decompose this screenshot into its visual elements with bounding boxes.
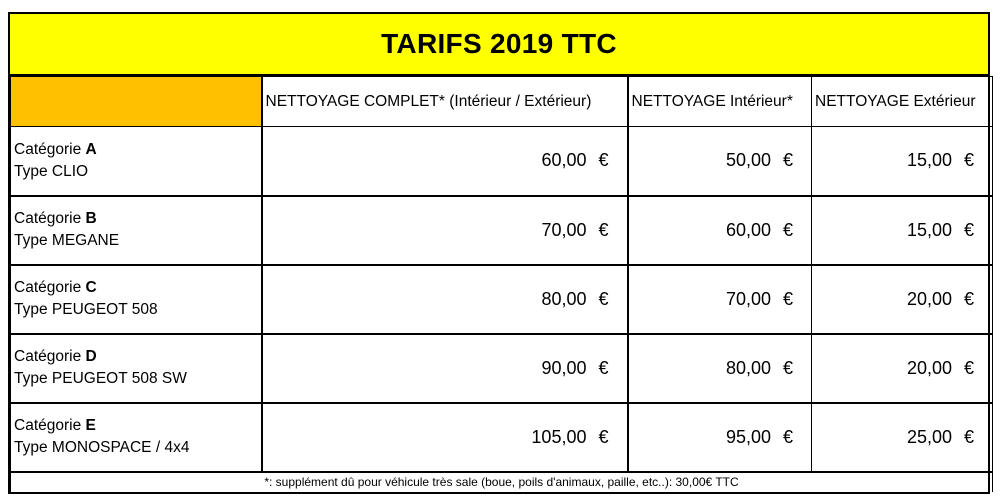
currency-symbol: € <box>598 219 609 240</box>
price-exterieur <box>812 334 993 403</box>
category-letter: D <box>85 348 97 365</box>
price-amount: 60,00 <box>725 219 771 240</box>
category-cell <box>11 265 262 334</box>
category-prefix: Catégorie <box>14 348 86 365</box>
price-interieur <box>628 196 812 265</box>
table-row <box>11 127 993 196</box>
price-amount: 20,00 <box>906 357 952 378</box>
currency-symbol: € <box>598 426 609 447</box>
table-row <box>11 403 993 472</box>
category-letter: B <box>85 210 97 227</box>
category-label <box>14 346 261 368</box>
price-amount: 70,00 <box>725 288 771 309</box>
price-complet <box>262 403 628 472</box>
category-prefix: Catégorie <box>14 417 86 434</box>
price-amount: 25,00 <box>906 426 952 447</box>
price-complet <box>262 127 628 196</box>
price-amount: 105,00 <box>531 426 587 447</box>
price-exterieur <box>812 265 993 334</box>
currency-symbol: € <box>782 150 793 171</box>
vehicle-type: Type CLIO <box>14 162 89 180</box>
category-letter: A <box>85 140 97 158</box>
category-letter: E <box>85 417 96 434</box>
price-amount: 15,00 <box>906 219 952 240</box>
currency-symbol: € <box>963 150 974 171</box>
price-amount: 80,00 <box>541 288 587 309</box>
category-prefix: Catégorie <box>14 140 86 158</box>
currency-symbol: € <box>782 219 793 240</box>
price-amount: 90,00 <box>541 357 587 378</box>
vehicle-type: Type PEUGEOT 508 SW <box>14 370 187 387</box>
price-amount: 95,00 <box>725 426 771 447</box>
footnote: *: supplément dû pour véhicule très sale (boue, poils d'animaux, paille, etc..): 30,00€ TTC <box>11 472 993 492</box>
currency-symbol: € <box>782 426 793 447</box>
vehicle-type: Type MEGANE <box>14 232 120 249</box>
price-amount: 60,00 <box>541 150 587 171</box>
price-complet <box>262 196 628 265</box>
tariff-sheet <box>8 12 990 494</box>
currency-symbol: € <box>963 219 974 240</box>
category-prefix: Catégorie <box>14 210 86 227</box>
currency-symbol: € <box>598 357 609 378</box>
tariff-table <box>10 76 993 492</box>
price-exterieur <box>812 403 993 472</box>
category-label <box>14 208 261 230</box>
currency-symbol: € <box>598 288 609 309</box>
header-nettoyage-interieur: NETTOYAGE Intérieur* <box>628 77 812 127</box>
price-interieur <box>628 334 812 403</box>
currency-symbol: € <box>782 357 793 378</box>
price-complet <box>262 334 628 403</box>
header-nettoyage-complet: NETTOYAGE COMPLET* (Intérieur / Extérieur) <box>262 77 628 127</box>
currency-symbol: € <box>598 150 609 171</box>
price-interieur <box>628 127 812 196</box>
vehicle-type: Type MONOSPACE / 4x4 <box>14 439 190 456</box>
price-amount: 70,00 <box>541 219 587 240</box>
price-interieur <box>628 403 812 472</box>
currency-symbol: € <box>963 288 974 309</box>
header-row <box>11 77 993 127</box>
price-exterieur <box>812 127 993 196</box>
header-nettoyage-exterieur: NETTOYAGE Extérieur <box>812 77 993 127</box>
currency-symbol: € <box>963 426 974 447</box>
category-cell <box>11 127 262 196</box>
currency-symbol: € <box>963 357 974 378</box>
table-row <box>11 196 993 265</box>
price-complet <box>262 265 628 334</box>
category-letter: C <box>85 279 97 296</box>
category-cell <box>11 196 262 265</box>
price-amount: 20,00 <box>906 288 952 309</box>
category-label <box>14 277 261 299</box>
header-corner-cell <box>11 77 262 127</box>
currency-symbol: € <box>782 288 793 309</box>
price-amount: 50,00 <box>725 150 771 171</box>
page-title: TARIFS 2019 TTC <box>10 14 988 76</box>
category-prefix: Catégorie <box>14 279 86 296</box>
category-label <box>14 139 261 161</box>
price-interieur <box>628 265 812 334</box>
table-row <box>11 334 993 403</box>
price-amount: 80,00 <box>725 357 771 378</box>
table-row <box>11 265 993 334</box>
price-exterieur <box>812 196 993 265</box>
footnote-row <box>11 472 993 492</box>
category-cell <box>11 403 262 472</box>
vehicle-type: Type PEUGEOT 508 <box>14 301 158 318</box>
category-label <box>14 415 261 437</box>
price-amount: 15,00 <box>906 150 952 171</box>
category-cell <box>11 334 262 403</box>
